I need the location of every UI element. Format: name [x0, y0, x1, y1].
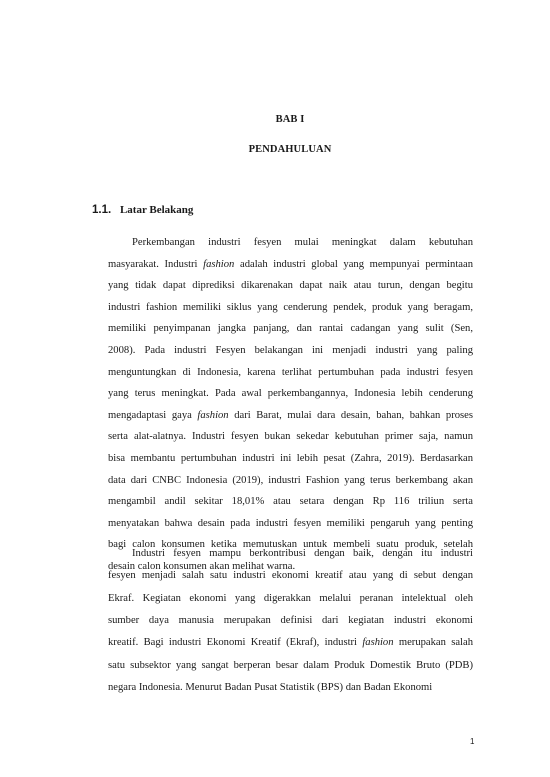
text-line — [108, 279, 473, 293]
text-line — [108, 301, 473, 315]
text-run: fesyen menjadi salah satu industri ekonomi kreatif atau yang di sebut dengan — [108, 570, 473, 582]
text-line — [108, 366, 473, 380]
text-line — [108, 517, 473, 531]
chapter-title: PENDAHULUAN — [248, 144, 332, 155]
text-run: bagi calon konsumen ketika memutuskan untuk membeli suatu produk, setelah — [108, 539, 473, 551]
text-line — [108, 592, 473, 606]
text-run: 2008). Pada industri Fesyen belakangan ini menjadi industri yang paling — [108, 345, 473, 356]
section-title: Latar Belakang — [119, 204, 194, 216]
text-run: data dari CNBC Indonesia (2019), industri Fashion yang terus berkembang akan — [108, 474, 473, 486]
section-heading — [92, 204, 193, 216]
page-number: 1 — [470, 737, 475, 746]
text-run: desain calon konsumen akan melihat warna. — [108, 561, 296, 572]
text-line — [132, 236, 473, 250]
text-line — [108, 495, 473, 509]
text-run: sumber daya manusia merupakan definisi dari kegiatan industri ekonomi — [108, 614, 473, 626]
text-run: mengadaptasi gaya — [108, 409, 198, 421]
text-line — [108, 614, 473, 628]
text-line — [108, 430, 473, 444]
text-run: Ekraf. Kegiatan ekonomi yang digerakkan melalui peranan intelektual oleh — [108, 592, 473, 604]
text-run: menyatakan bahwa desain pada industri fesyen memiliki pengaruh yang penting — [108, 517, 473, 529]
text-line — [132, 547, 473, 561]
text-run: satu subsektor yang sangat berperan besar dalam Produk Domestik Bruto (PDB) — [108, 659, 473, 671]
text-run: fashion — [203, 258, 235, 270]
text-run: Industri fesyen mampu berkontribusi dengan baik, dengan itu industri — [132, 548, 473, 559]
text-line — [108, 258, 473, 272]
text-run: memiliki penyimpanan jangka panjang, dan rantai cadangan yang sulit (Sen, — [108, 323, 473, 335]
text-line — [108, 322, 473, 336]
text-run: fashion — [362, 637, 394, 649]
text-run: industri fashion memiliki siklus yang cenderung pendek, produk yang beragam, — [108, 301, 473, 313]
text-run: yang tidak dapat diprediksi dikarenakan dapat naik atau turun, dengan begitu — [108, 280, 473, 292]
text-line — [108, 569, 473, 583]
text-run: fashion — [197, 409, 229, 421]
text-run: adalah industri global yang mempunyai permintaan — [234, 258, 473, 270]
text-run: serta alat-alatnya. Industri fesyen bukan sekedar kebutuhan primer saja, namun — [108, 431, 473, 443]
text-run: mengambil andil sekitar 18,01% atau setara dengan Rp 116 triliun serta — [108, 496, 473, 508]
section-number: 1.1. — [92, 204, 112, 216]
text-run: kreatif. Bagi industri Ekonomi Kreatif (Ekraf), industri — [108, 637, 363, 649]
text-line — [108, 681, 473, 695]
text-line — [108, 474, 473, 488]
text-run: negara Indonesia. Menurut Badan Pusat Statistik (BPS) dan Badan Ekonomi — [108, 681, 433, 693]
text-line — [108, 636, 473, 650]
text-line — [108, 452, 473, 466]
text-run: merupakan salah — [393, 637, 473, 649]
text-run: Perkembangan industri fesyen mulai meningkat dalam kebutuhan — [132, 237, 473, 248]
text-run: menguntungkan di Indonesia, karena terlihat pertumbuhan pada industri fesyen — [108, 366, 473, 378]
text-line — [108, 387, 473, 401]
text-run: masyarakat. Industri — [108, 258, 204, 270]
text-run: yang terus meningkat. Pada awal perkembangannya, Indonesia lebih cenderung — [108, 388, 473, 400]
text-run: bisa membantu pertumbuhan industri ini lebih pesat (Zahra, 2019). Berdasarkan — [108, 453, 473, 464]
text-line — [108, 344, 473, 358]
text-run: dari Barat, mulai dara desain, bahan, bahkan proses — [228, 409, 473, 421]
chapter-heading: BAB I — [275, 114, 305, 125]
text-line — [108, 659, 473, 673]
text-line — [108, 409, 473, 423]
